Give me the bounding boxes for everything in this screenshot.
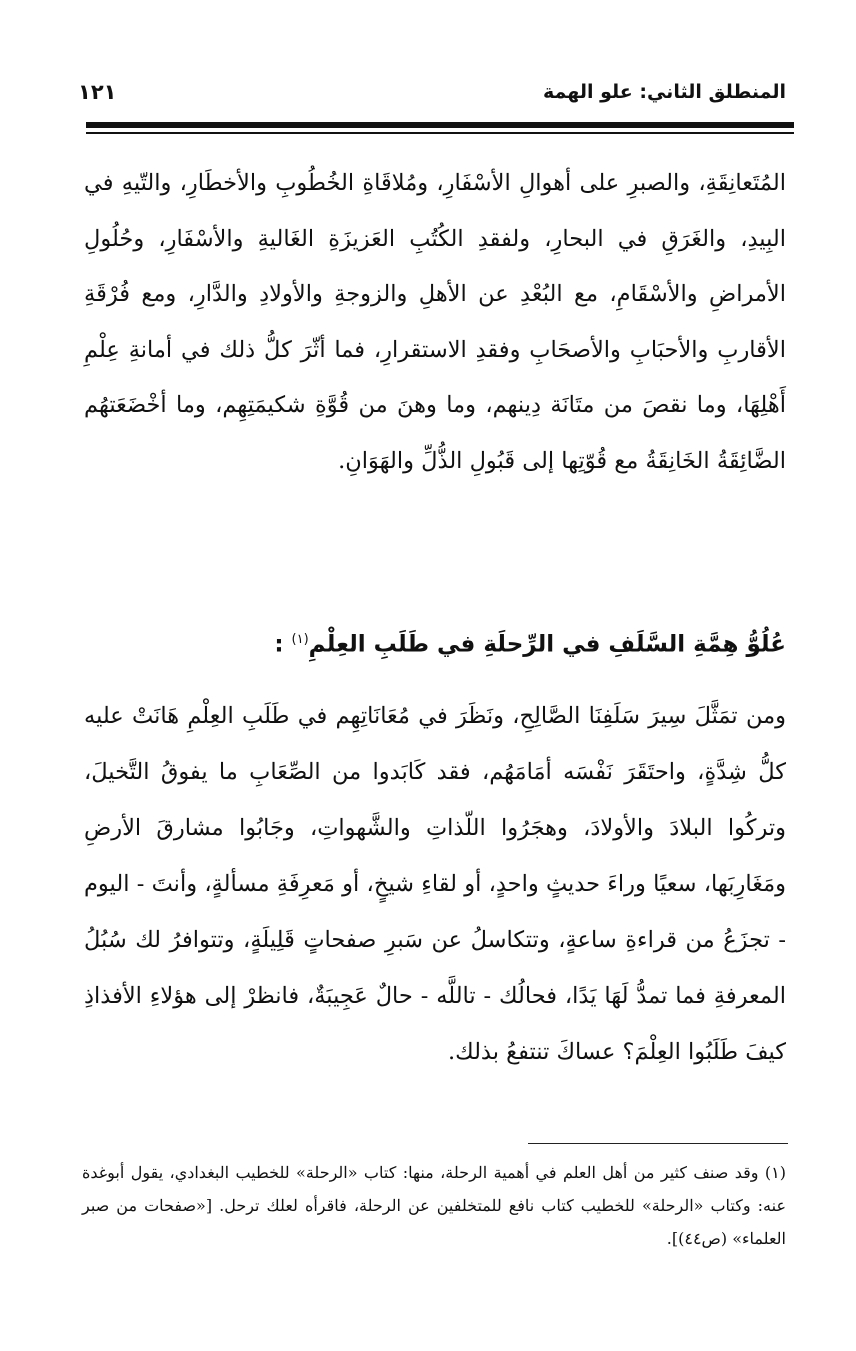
footnote xyxy=(82,1156,786,1255)
running-head xyxy=(78,70,786,114)
page-number: ١٢١ xyxy=(78,80,117,104)
section-heading-text: عُلُوُّ هِمَّةِ السَّلَفِ في الرِّحلَةِ في طَلَبِ العِلْمِ xyxy=(308,631,786,658)
section-heading xyxy=(84,612,786,673)
footnote-separator xyxy=(528,1143,788,1144)
header-rule-thin xyxy=(86,132,794,134)
running-title: المنطلق الثاني: علو الهمة xyxy=(543,81,786,103)
paragraph-2-text: ومن تمَثَّلَ سِيرَ سَلَفِنَا الصَّالِحِ، ونَظَرَ في مُعَانَاتِهِم في طَلَبِ العِلْمِ هَانَتْ عليه كلُّ شِدَّةٍ، واحتَقَرَ نَفْسَه أمَامَهُم، فقد كَابَدوا من الصِّعَابِ ما يفوقُ التَّخيلَ، وتركُوا البلادَ والأولادَ، وهجَرُوا اللّذاتِ والشَّهواتِ، وجَابُوا مشارقَ الأرضِ ومَغَارِبَها، سعيًا وراءَ حديثٍ واحدٍ، أو لقاءِ شيخٍ، أو مَعرِفَةِ مسألةٍ، وأنتَ - اليوم - تجزَعُ من قراءةِ ساعةٍ، وتتكاسلُ عن سَبرِ صفحاتٍ قَلِيلَةٍ، وتتوافرُ لك سُبُلُ المعرفةِ فما تمدُّ لَهَا يَدًا، فحالُك - تاللَّه - حالٌ عَجِيبَةٌ، فانظرْ إلى هؤلاءِ الأفذاذِ كيفَ طَلَبُوا العِلْمَ؟ عساكَ تنتفعُ بذلك. xyxy=(84,703,786,1065)
footnote-reference[interactable]: (١) xyxy=(291,632,309,647)
footnote-text: (١) وقد صنف كثير من أهل العلم في أهمية الرحلة، منها: كتاب «الرحلة» للخطيب البغدادي، يقول أبوغدة عنه: وكتاب «الرحلة» للخطيب كتاب نافع للمتخلفين عن الرحلة، فاقرأه لعلك ترحل. [«صفحات من صبر العلماء» (ص٤٤)]. xyxy=(82,1163,786,1248)
paragraph-1-text: المُتَعانِقَةِ، والصبرِ على أهوالِ الأسْفَارِ، ومُلاقَاةِ الخُطُوبِ والأخطَارِ، والتّيهِ في البِيدِ، والغَرَقِ في البحارِ، ولفقدِ الكُتُبِ العَزيزَةِ الغَاليةِ والأسْفَارِ، وحُلُولِ الأمراضِ والأسْقَامِ، مع البُعْدِ عن الأهلِ والزوجةِ والأولادِ والدَّارِ، ومع فُرْقَةِ الأقاربِ والأحبَابِ والأصحَابِ وفقدِ الاستقرارِ، فما أثّرَ كلُّ ذلك في أمانةِ عِلْمِ أَهْلِهَا، وما نقصَ من متَانَة دِينهم، وما وهنَ من قُوَّةِ شكيمَتِهِم، وما أخْضَعَتهُم الضَّائِقَةُ الخَانِقَةُ مع قُوّتِها إلى قَبُولِ الذُّلِّ والهَوَانِ. xyxy=(84,170,786,474)
header-rule-thick xyxy=(86,122,794,128)
section-heading-suffix: : xyxy=(274,631,292,658)
paragraph-2 xyxy=(84,688,786,1080)
paragraph-1 xyxy=(84,156,786,489)
